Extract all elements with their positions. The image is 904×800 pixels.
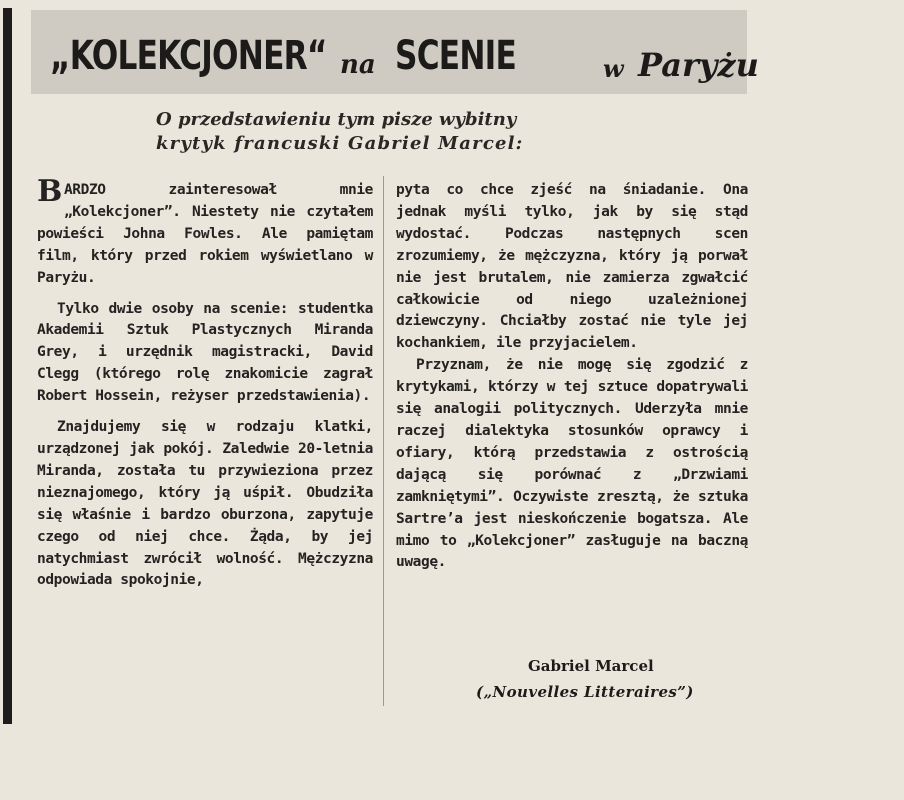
drop-cap: B: [37, 174, 62, 209]
article-column-left: [37, 174, 373, 592]
paragraph-5: Przyznam, że nie mogę się zgodzić z krytykami, którzy w tej sztuce dopatrywali się analogii politycznych. Uderzyła mnie raczej dialektyka stosunków oprawcy i ofiary, którą przedstawia z ostrością dającą się porównać z „Drzwiami zamkniętymi”. Oczywiste zresztą, że sztuka Sartre’a jest nieskończenie bogatsza. Ale mimo to „Kolekcjoner” zasługuje na baczną uwagę.: [396, 357, 748, 571]
headline-paryzu: Paryżu: [638, 46, 759, 84]
intro-lead: [156, 108, 626, 156]
headline-na: na: [340, 50, 376, 80]
column-divider: [383, 176, 384, 706]
left-margin-rule: [3, 8, 12, 724]
paragraph-4: pyta co chce zjeść na śniadanie. Ona jednak myśli tylko, jak by się stąd wydostać. Podczas następnych scen zrozumiemy, że mężczyzna, który ją porwał nie jest brutalem, nie zamierza zgwałcić całkowicie od niego uzależnionej dziewczyny. Chciałby zostać nie tyle jej kochankiem, ile przyjacielem.: [396, 182, 748, 352]
article-column-right: [396, 180, 748, 574]
paragraph-2: Tylko dwie osoby na scenie: studentka Akademii Sztuk Plastycznych Miranda Grey, i urzędnik magistracki, David Clegg (którego rolę znakomicie zagrał Robert Hossein, reżyser przedstawienia).: [37, 300, 373, 405]
paragraph-3: Znajdujemy się w rodzaju klatki, urządzonej jak pokój. Zaledwie 20-letnia Miranda, została tu przywieziona przez nieznajomego, który ją uśpił. Obudziła się właśnie i bardzo oburzona, zapytuje czego od niej chce. Żąda, by jej natychmiast zwrócił wolność. Mężczyzna odpowiada spokojnie,: [37, 419, 373, 589]
paragraph-1-text: ARDZO zainteresował mnie „Kolekcjoner”. Niestety nie czytałem powieści Johna Fowles. Ale pamiętam film, który przed rokiem wyświetlano w Paryżu.: [37, 182, 373, 286]
intro-line-1: O przedstawieniu tym pisze wybitny: [156, 109, 517, 130]
author-signature: Gabriel Marcel: [528, 657, 654, 675]
headline-kolekcjoner: „KOLEKCJONER“: [50, 33, 327, 79]
intro-line-2: krytyk francuski Gabriel Marcel:: [156, 133, 524, 154]
headline-w: w: [603, 54, 624, 83]
headline-scenie: SCENIE: [395, 33, 517, 79]
headline: [50, 24, 759, 88]
paragraph-1: [37, 174, 373, 290]
source-citation: („Nouvelles Litteraires”): [476, 683, 694, 701]
